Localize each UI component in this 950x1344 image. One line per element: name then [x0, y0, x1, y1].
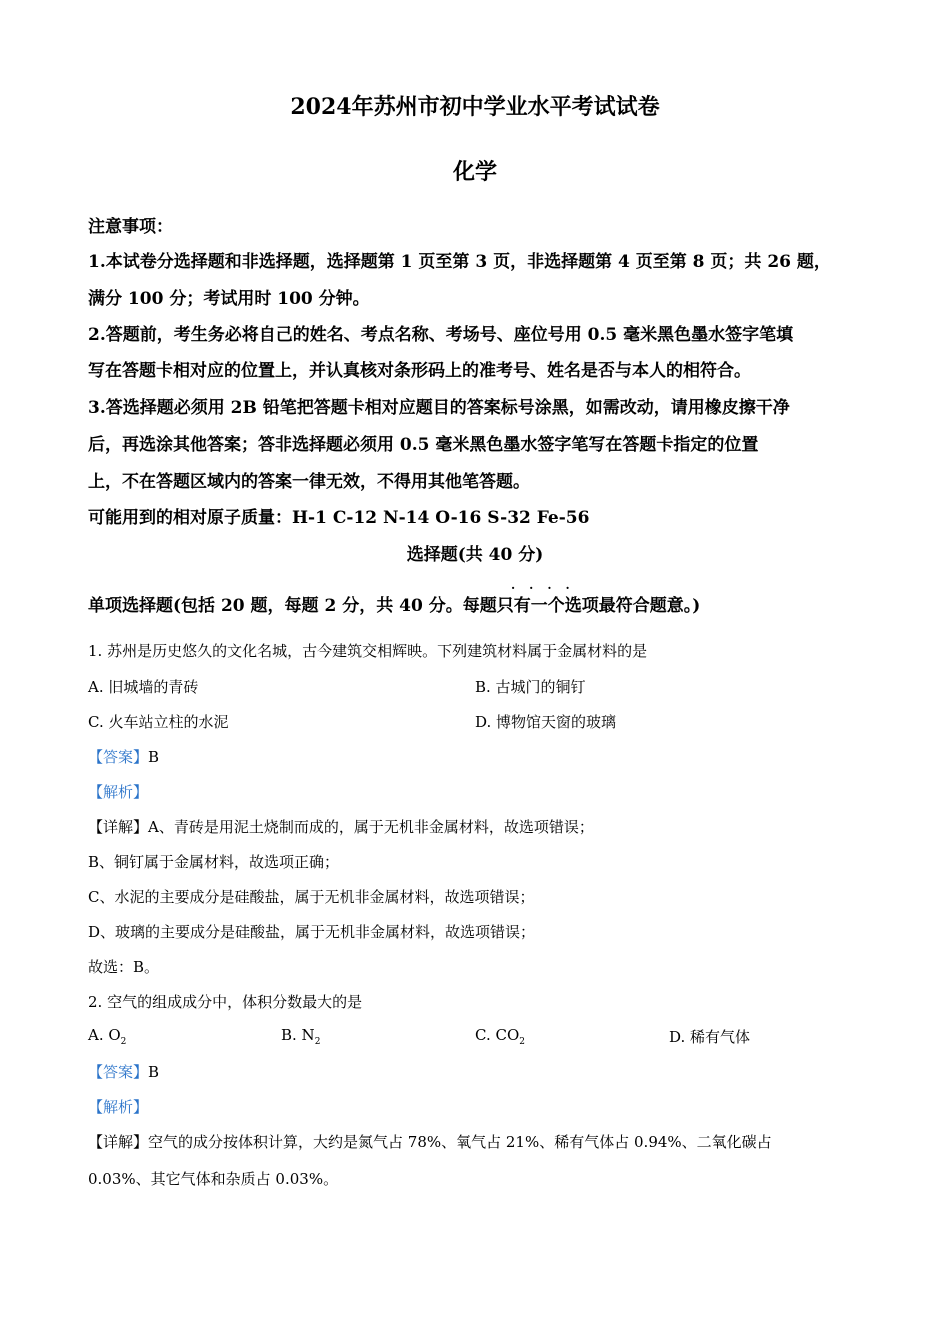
subject-title: 化学	[452, 159, 497, 185]
option-a: A. 旧城墙的青砖	[88, 678, 199, 696]
notice-line: 满分 100 分；考试用时 100 分钟。	[88, 289, 370, 309]
answer-label: 【答案】	[88, 1063, 149, 1081]
notice-line: 后，再选涂其他答案；答非选择题必须用 0.5 毫米黑色墨水签字笔写在答题卡指定的位置	[88, 435, 759, 455]
option-text: D. 稀有气体	[669, 1028, 751, 1046]
detail-line: B、铜钉属于金属材料，故选项正确；	[88, 853, 340, 871]
answer-line	[88, 746, 159, 767]
analysis-label: 【解析】	[88, 1098, 149, 1116]
answer-line	[88, 1061, 159, 1082]
subscript: 2	[314, 1037, 321, 1047]
section-instruction: 单项选择题(包括 20 题，每题 2 分，共 40 分。每题只有一个选项最符合题意。)	[88, 596, 701, 616]
detail-line: D、玻璃的主要成分是硅酸盐，属于无机非金属材料，故选项错误；	[88, 923, 536, 941]
option-text: B. N	[281, 1026, 315, 1044]
detail-text: 空气的成分按体积计算，大约是氮气占 78%、氧气占 21%、稀有气体占 0.94%、二氧化碳占	[148, 1133, 772, 1151]
option-text: C. CO	[475, 1026, 520, 1044]
notice-line: 写在答题卡相对应的位置上，并认真核对条形码上的准考号、姓名是否与本人的相符合。	[88, 361, 751, 381]
answer-value: B	[148, 1063, 160, 1081]
section-title: 选择题(共 40 分)	[406, 545, 544, 565]
answer-value: B	[148, 748, 160, 766]
question-stem: 2. 空气的组成成分中，体积分数最大的是	[88, 993, 363, 1011]
detail-label: 【详解】	[88, 818, 149, 836]
subscript: 2	[120, 1037, 127, 1047]
exam-title: 2024年苏州市初中学业水平考试试卷	[290, 94, 660, 120]
detail-text: A、青砖是用泥土烧制而成的，属于无机非金属材料，故选项错误；	[148, 818, 594, 836]
subscript: 2	[519, 1037, 525, 1047]
detail-line: C、水泥的主要成分是硅酸盐，属于无机非金属材料，故选项错误；	[88, 888, 535, 906]
option-c	[475, 1026, 525, 1047]
notice-line: 2.答题前，考生务必将自己的姓名、考点名称、考场号、座位号用 0.5 毫米黑色墨水签字笔填	[88, 325, 794, 345]
option-c: C. 火车站立柱的水泥	[88, 713, 229, 731]
option-d	[669, 1026, 750, 1049]
analysis-label: 【解析】	[88, 783, 149, 801]
detail-line: 故选：B。	[88, 958, 160, 976]
atomic-masses: 可能用到的相对原子质量：H-1 C-12 N-14 O-16 S-32 Fe-56	[88, 508, 590, 528]
emphasis-dots: ····	[511, 581, 584, 595]
option-text: A. O	[88, 1026, 121, 1044]
notice-line: 3.答选择题必须用 2B 铅笔把答题卡相对应题目的答案标号涂黑，如需改动，请用橡皮擦干净	[88, 398, 790, 418]
option-b	[281, 1026, 320, 1047]
detail-line: 0.03%、其它气体和杂质占 0.03%。	[88, 1170, 339, 1188]
notice-heading: 注意事项：	[88, 217, 173, 237]
detail-line	[88, 816, 594, 837]
notice-line: 上，不在答题区域内的答案一律无效，不得用其他笔答题。	[88, 472, 530, 492]
option-d: D. 博物馆天窗的玻璃	[475, 713, 617, 731]
option-b: B. 古城门的铜钉	[475, 678, 586, 696]
notice-line: 1.本试卷分选择题和非选择题，选择题第 1 页至第 3 页，非选择题第 4 页至第 8 页；共 26 题，	[88, 252, 831, 272]
answer-label: 【答案】	[88, 748, 149, 766]
detail-label: 【详解】	[88, 1133, 149, 1151]
detail-line	[88, 1131, 772, 1152]
option-a	[88, 1026, 126, 1047]
question-stem: 1. 苏州是历史悠久的文化名城，古今建筑交相辉映。下列建筑材料属于金属材料的是	[88, 642, 648, 660]
